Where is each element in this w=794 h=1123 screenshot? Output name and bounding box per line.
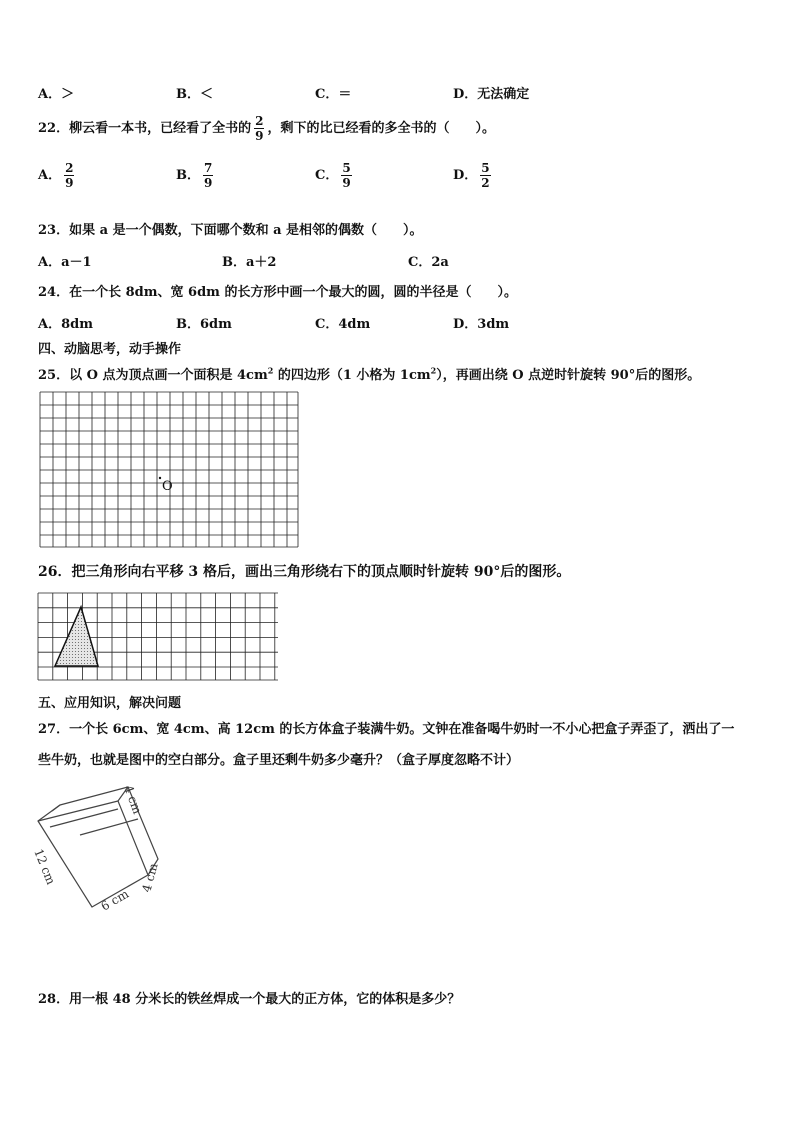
q24-option-b: B．6dm <box>176 317 232 332</box>
q25-grid <box>40 392 300 548</box>
q27-line2: 些牛奶，也就是图中的空白部分。盒子里还剩牛奶多少毫升？（盒子厚度忽略不计） <box>38 753 520 768</box>
q22-frac-num: 2 <box>255 114 264 128</box>
q26-grid <box>38 593 280 681</box>
q21-option-b: B．＜ <box>176 87 213 102</box>
q23-question: 23．如果 a 是一个偶数，下面哪个数和 a 是相邻的偶数（ ）。 <box>38 223 423 238</box>
q22-option-d: D． $\frac{5}{2}$ <box>453 161 490 190</box>
q22-frac-den: 9 <box>255 129 264 143</box>
q22-option-b: B． $\frac{7}{9}$ <box>176 161 213 190</box>
q22-suffix: ，剩下的比已经看的多全书的（ ）。 <box>267 121 495 136</box>
q24-option-d: D．3dm <box>453 317 510 332</box>
q24-question: 24．在一个长 8dm、宽 6dm 的长方形中画一个最大的圆，圆的半径是（ ）。 <box>38 285 517 300</box>
q23-option-b: B．a＋2 <box>222 255 277 270</box>
q24-option-a: A．8dm <box>38 317 93 332</box>
section-5-heading: 五、应用知识，解决问题 <box>38 696 182 711</box>
q21-option-c: C．＝ <box>315 87 352 102</box>
q23-option-a: A．a－1 <box>38 255 92 270</box>
q22-fraction <box>254 114 264 143</box>
q25-question: 25．以 O 点为顶点画一个面积是 $4cm^2$ 的四边形（1 小格为 $1cm^2$），再画出绕 O 点逆时针旋转 90°后的图形。 <box>38 365 701 383</box>
q22-option-a: A． $\frac{2}{9}$ <box>38 161 74 190</box>
q22-prefix: 22．柳云看一本书，已经看了全书的 <box>38 121 252 136</box>
label-top-4cm: 4 cm <box>121 783 145 816</box>
q22-question <box>38 114 495 143</box>
label-left-12cm: 12 cm <box>31 846 59 887</box>
q23-option-c: C．2a <box>408 255 449 270</box>
section-4-heading: 四、动脑思考，动手操作 <box>38 342 182 357</box>
q28-question: 28．用一根 48 分米长的铁丝焊成一个最大的正方体，它的体积是多少？ <box>38 992 461 1007</box>
q27-line1: 27．一个长 6cm、宽 4cm、高 12cm 的长方体盒子装满牛奶。文钟在准备喝牛奶时一不小心把盒子弄歪了，洒出了一 <box>38 722 735 737</box>
label-right-4cm: 4 cm <box>139 861 161 894</box>
point-o-label: O <box>162 479 173 494</box>
q22-option-c: C． $\frac{5}{9}$ <box>315 161 351 190</box>
label-bottom-6cm: 6 cm <box>98 886 132 914</box>
q21-option-d: D．无法确定 <box>453 87 530 102</box>
q21-option-a: A．＞ <box>38 87 75 102</box>
q24-option-c: C．4dm <box>315 317 371 332</box>
q26-question: 26．把三角形向右平移 3 格后，画出三角形绕右下的顶点顺时针旋转 90°后的图形。 <box>38 564 571 580</box>
q27-box-figure <box>30 775 180 915</box>
triangle-shape <box>55 607 98 666</box>
